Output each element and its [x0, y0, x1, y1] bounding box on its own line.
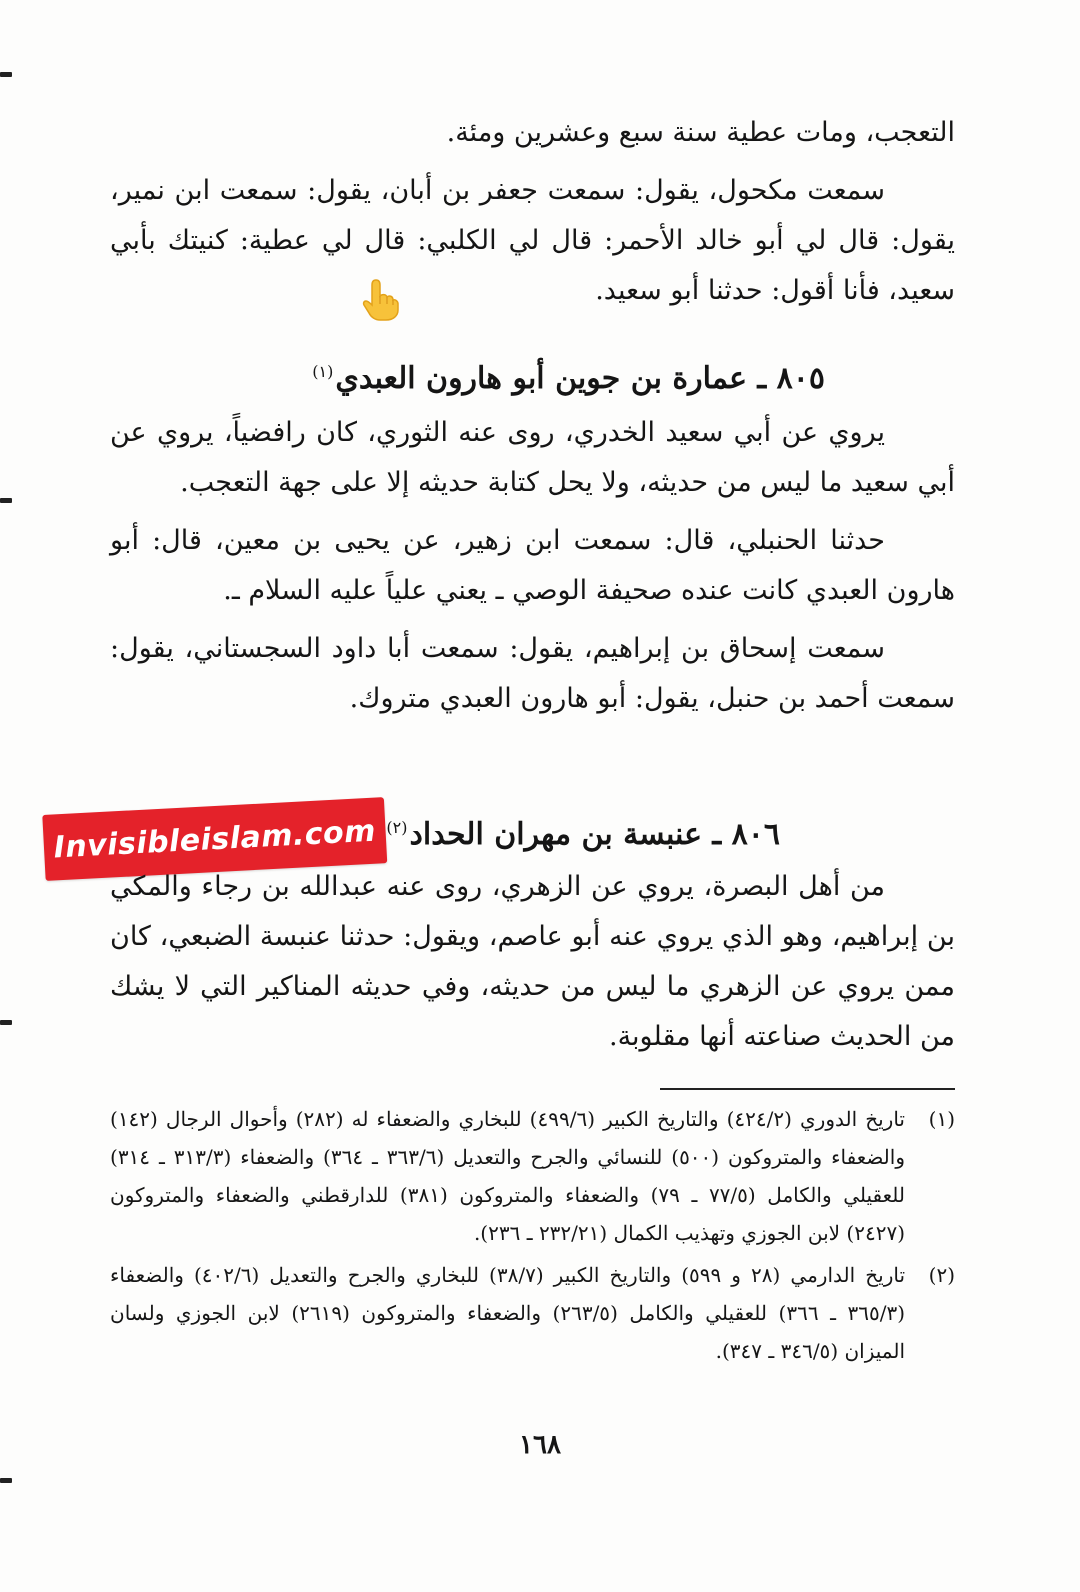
- top-text-block: [110, 108, 955, 324]
- scan-edge-mark: [0, 1020, 12, 1025]
- footnotes: [110, 1100, 955, 1374]
- paragraph: التعجب، ومات عطية سنة سبع وعشرين ومئة.: [446, 117, 955, 148]
- entry-title: ٨٠٥ ـ عمارة بن جوين أبو هارون العبدي: [335, 361, 825, 396]
- footnote-separator: [660, 1088, 955, 1090]
- entry-806-body: [110, 862, 955, 1070]
- footnote-number: (٢): [928, 1263, 955, 1287]
- scan-edge-mark: [0, 498, 12, 503]
- paragraph: يروي عن أبي سعيد الخدري، روى عنه الثوري، كان رافضياً، يروي عن أبي سعيد ما ليس من حديثه، ولا يحل كتابة حديثه إلا على جهة التعجب.: [110, 417, 955, 498]
- footnote-text: تاريخ الدوري (٤٢٤/٢) والتاريخ الكبير (٤٩٩/٦) للبخاري والضعفاء له (٢٨٢) وأحوال الرجال (١٤٢) والضعفاء والمتروكون (٥٠٠) للنسائي والجرح والتعديل (٣٦٣/٦ ـ ٣٦٤) والضعفاء (٣١٣/٣ ـ ٣١٤) للعقيلي والكامل (٧٧/٥ ـ ٧٩) والضعفاء والمتروكون (٣٨١) للدارقطني والضعفاء والمتروكون (٢٤٢٧) لابن الجوزي وتهذيب الكمال (٢٣٢/٢١ ـ ٢٣٦).: [110, 1107, 906, 1245]
- footnote: [110, 1256, 955, 1370]
- scan-edge-mark: [0, 72, 12, 77]
- watermark-text: Invisibleislam.com: [52, 813, 377, 865]
- pointing-hand-icon: [356, 276, 402, 322]
- scan-edge-mark: [0, 1478, 12, 1483]
- footnote-text: تاريخ الدارمي (٢٨ و ٥٩٩) والتاريخ الكبير (٣٨/٧) للبخاري والجرح والتعديل (٤٠٢/٦) والضعفاء (٣٦٥/٣ ـ ٣٦٦) للعقيلي والكامل (٢٦٣/٥) والضعفاء والمتروكون (٢٦١٩) لابن الجوزي ولسان الميزان (٣٤٦/٥ ـ ٣٤٧).: [110, 1263, 906, 1363]
- footnote-number: (١): [928, 1107, 955, 1131]
- paragraph: سمعت إسحاق بن إبراهيم، يقول: سمعت أبا داود السجستاني، يقول: سمعت أحمد بن حنبل، يقول: أبو هارون العبدي متروك.: [110, 633, 955, 714]
- footnote: [110, 1100, 955, 1252]
- footnote-ref: (١): [312, 362, 334, 381]
- entry-heading-806: [386, 806, 780, 857]
- entry-805-body: [110, 408, 955, 732]
- page-number: ١٦٨: [519, 1430, 561, 1460]
- paragraph: حدثنا الحنبلي، قال: سمعت ابن زهير، عن يحيى بن معين، قال: أبو هارون العبدي كانت عنده صحيفة الوصي ـ يعني علياً عليه السلام ـ.: [110, 525, 955, 606]
- paragraph: سمعت مكحول، يقول: سمعت جعفر بن أبان، يقول: سمعت ابن نمير، يقول: قال لي أبو خالد الأحمر: قال لي الكلبي: قال لي عطية: كنيتك بأبي سعيد، فأنا أقول: حدثنا أبو سعيد.: [110, 175, 955, 306]
- footnote-ref: (٢): [386, 818, 408, 837]
- entry-title: ٨٠٦ ـ عنبسة بن مهران الحداد: [409, 817, 780, 852]
- entry-heading-805: [312, 350, 825, 401]
- paragraph: من أهل البصرة، يروي عن الزهري، روى عنه عبدالله بن رجاء والمكي بن إبراهيم، وهو الذي يروي عنه أبو عاصم، ويقول: حدثنا عنبسة الضبعي، كان ممن يروي عن الزهري ما ليس من حديثه، وفي حديثه المناكير التي لا يشك من الحديث صناعته أنها مقلوبة.: [110, 871, 955, 1052]
